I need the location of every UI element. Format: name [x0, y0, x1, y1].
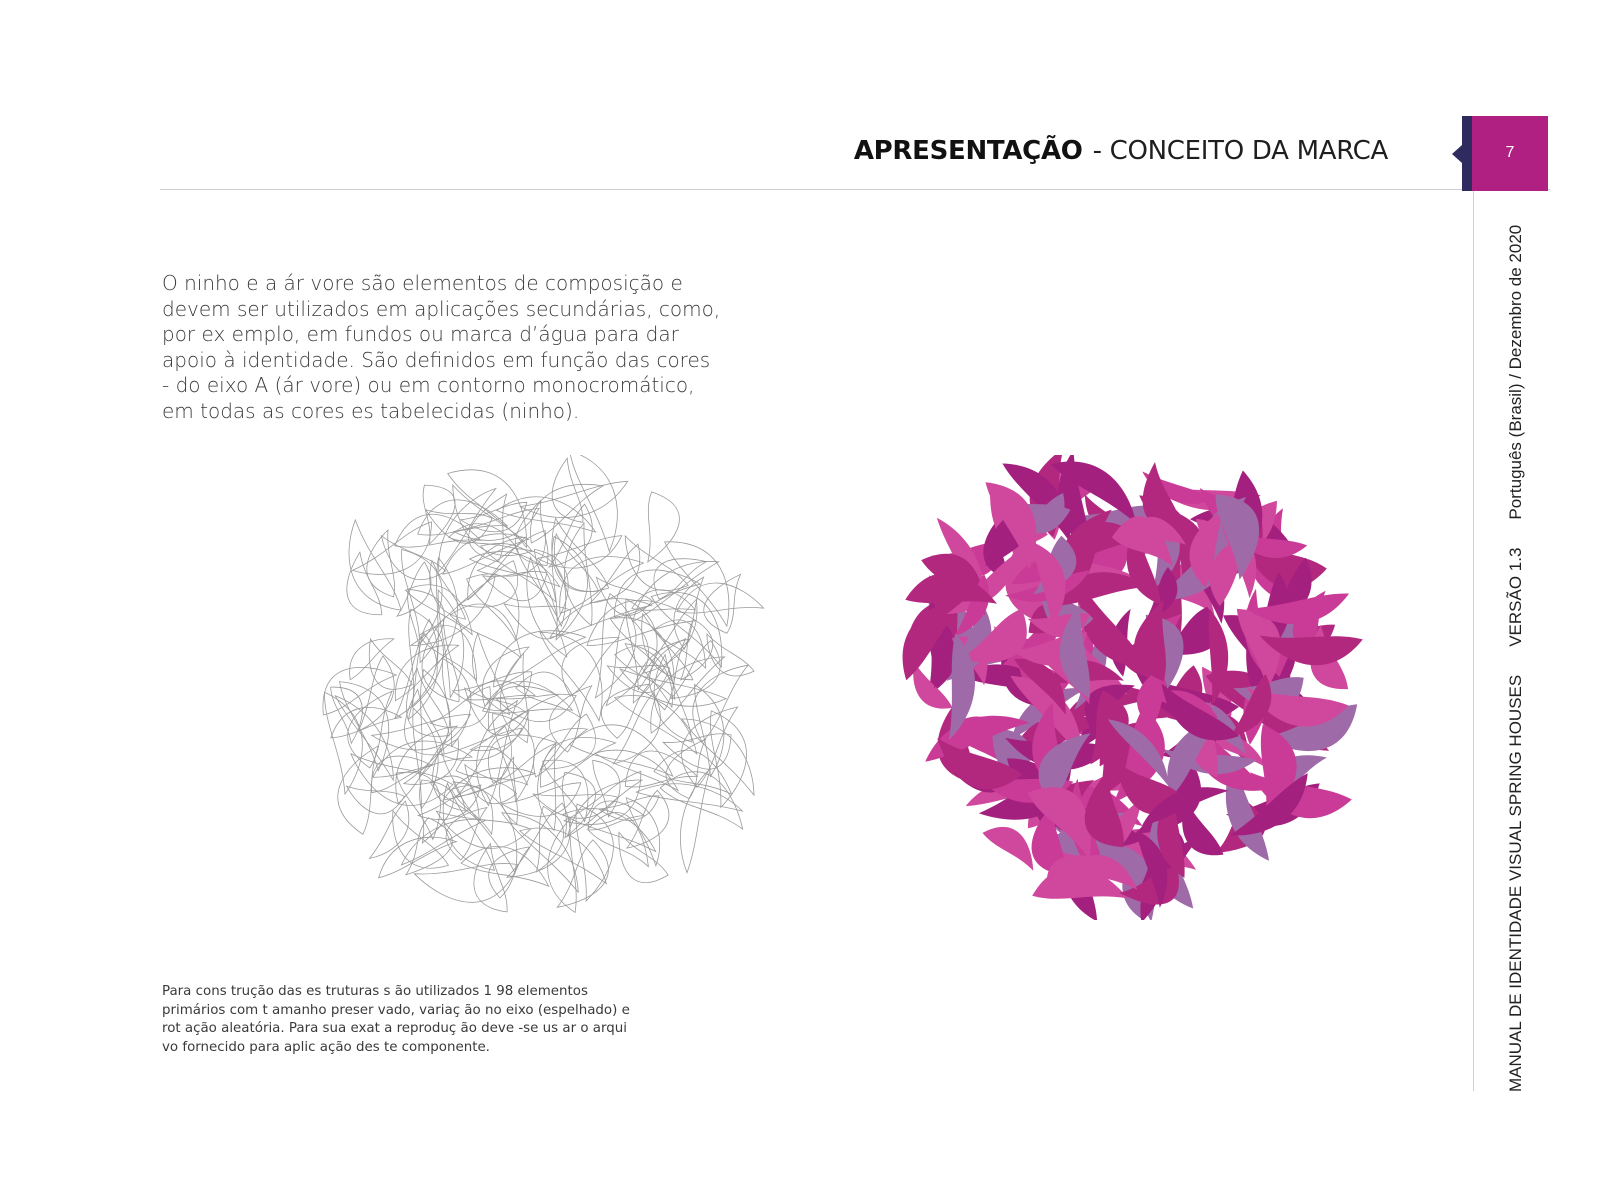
tree-illustration	[886, 455, 1366, 920]
header-divider	[160, 189, 1550, 190]
tab-arrow-icon	[1452, 145, 1462, 163]
section-subtitle: - CONCEITO DA MARCA	[1092, 136, 1388, 166]
page-number: 7	[1505, 144, 1515, 161]
tab-stripe	[1462, 116, 1472, 191]
section-title: APRESENTAÇÃO	[853, 136, 1083, 166]
page-number-tab	[1462, 116, 1548, 191]
intro-paragraph: O ninho e a ár vore são elementos de composição e devem ser utilizados em aplicações secundárias, como, por ex emplo, em fundos ou marca d’água para dar apoio à identidade. São definidos em função das cores - do eixo A (ár vore) ou em contorno monocromático, em todas as cores es tabelecidas (ninho).	[162, 271, 721, 423]
nest-illustration	[296, 455, 776, 920]
side-divider	[1473, 191, 1474, 1091]
manual-info-vertical	[1506, 224, 1526, 1092]
manual-name: MANUAL DE IDENTIDADE VISUAL SPRING HOUSES	[1506, 674, 1525, 1092]
page-title	[854, 136, 1388, 166]
manual-version: VERSÃO 1.3	[1506, 547, 1525, 647]
construction-note: Para cons trução das es truturas s ão utilizados 1 98 elementos primários com t amanho preser vado, variaç ão no eixo (espelhado) e rot ação aleatória. Para sua exat a reproduç ão deve -se us ar o arqui vo fornecido para aplic ação des te componente.	[162, 984, 630, 1055]
manual-language-date: Português (Brasil) / Dezembro de 2020	[1506, 224, 1525, 520]
